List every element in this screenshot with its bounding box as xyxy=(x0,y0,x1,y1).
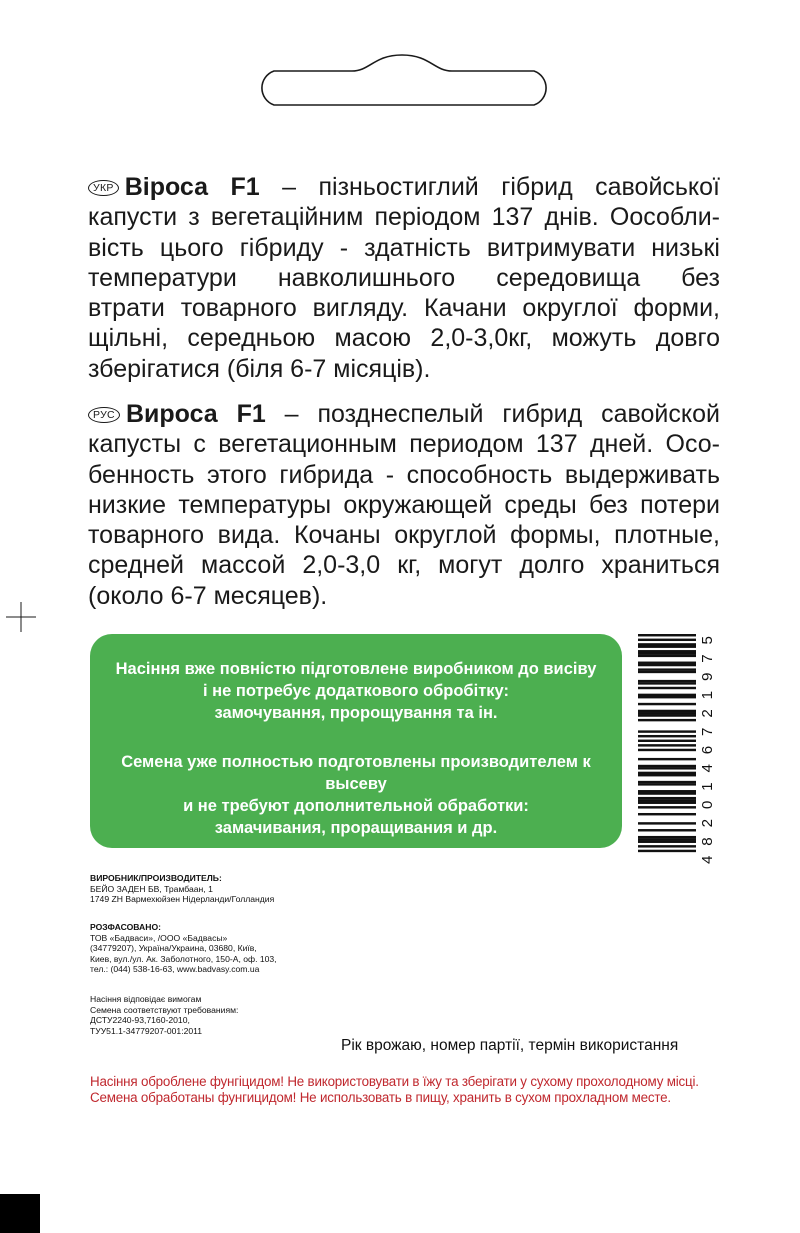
notice-ukrainian: Насіння вже повністю підготовлене виробником до висіву і не потребує додаткового обробітку: замочування, пророщування та ін. xyxy=(115,660,597,722)
ru-line-1: РУС Вироса F1 – позднеспелый гибрид савойской xyxy=(88,399,720,429)
barcode-bar xyxy=(638,772,696,774)
ru-line-6: средней массой 2,0-3,0 кг, могут долго храниться xyxy=(88,551,720,580)
barcode-bar xyxy=(638,735,696,737)
barcode-bar xyxy=(638,774,696,776)
barcode-bar xyxy=(638,671,696,673)
description-russian xyxy=(88,399,720,611)
ru-line-5: товарного вида. Кочаны округлой формы, плотные, xyxy=(88,521,720,550)
barcode-bar xyxy=(638,650,696,652)
uk-line-1: УКР Віроса F1 – пізньостиглий гібрид савойської xyxy=(88,172,720,202)
uk-line-2: капусти з вегетаційним періодом 137 днів. Оособли- xyxy=(88,203,720,232)
variety-name-uk: Віроса F1 xyxy=(124,173,260,201)
ru-line-4: низкие температуры окружающей среды без потери xyxy=(88,490,720,519)
barcode-bar xyxy=(638,781,696,783)
barcode-bar xyxy=(638,792,696,794)
barcode-bar xyxy=(638,850,696,852)
uk-language-badge: УКР xyxy=(88,180,119,196)
registration-mark xyxy=(0,1194,40,1233)
barcode-bar xyxy=(638,799,696,801)
barcode-bar xyxy=(638,744,696,746)
barcode-bar xyxy=(638,696,696,698)
barcode-bar xyxy=(638,662,696,664)
barcode-bars xyxy=(638,634,696,852)
barcode-bar xyxy=(638,668,696,670)
uk-line-5: втрати товарного вигляду. Качани округлої форми, xyxy=(88,294,720,323)
barcode-bar xyxy=(638,655,696,657)
warning-ukrainian: Насіння оброблене фунгіцидом! Не використовувати в їжу та зберігати у сухому прохолодному місці. xyxy=(90,1074,699,1089)
uk-line-6: щільні, середньою масою 2,0-3,0кг, можуть довго xyxy=(88,324,720,353)
barcode-bar xyxy=(638,682,696,684)
barcode-bar xyxy=(638,822,696,824)
warning-russian: Семена обработаны фунгицидом! Не использовать в пищу, хранить в сухом прохладном месте. xyxy=(90,1090,671,1105)
barcode-bar xyxy=(638,841,696,843)
barcode-bar xyxy=(638,806,696,808)
barcode-bar xyxy=(638,783,696,785)
barcode-bar xyxy=(638,790,696,792)
barcode-bar xyxy=(638,645,696,647)
barcode-bar xyxy=(638,829,696,831)
barcode-bar xyxy=(638,652,696,654)
fungicide-warning xyxy=(90,1074,699,1106)
uk-line-4: температури навколишнього середовища без xyxy=(88,263,720,292)
barcode-bar xyxy=(638,687,696,689)
description-ukrainian xyxy=(88,172,720,384)
barcode-bar xyxy=(638,740,696,742)
barcode-bar xyxy=(638,634,696,636)
barcode-bar xyxy=(638,797,696,799)
seed-treatment-notice xyxy=(90,634,622,848)
manufacturer-label: ВИРОБНИК/ПРОИЗВОДИТЕЛЬ: xyxy=(90,873,222,883)
barcode-bar xyxy=(638,765,696,767)
ru-line-2: капусты с вегетационным периодом 137 дней. Осо- xyxy=(88,430,720,459)
barcode-bar xyxy=(638,639,696,641)
barcode-bar xyxy=(638,714,696,716)
uk-line-7: зберігатися (біля 6-7 місяців). xyxy=(88,354,431,383)
ru-line-7: (около 6-7 месяцев). xyxy=(88,581,328,610)
distributor-info: РОЗФАСОВАНО: ТОВ «Бадваси», /ООО «Бадвасы» (34779207), Україна/Украина, 03680, Київ, Киев, вул./ул. Ак. Заболотного, 150-А, оф. 103, тел.: (044) 538-16-63, www.badvasy.com.ua xyxy=(90,922,277,975)
barcode-bar xyxy=(638,680,696,682)
batch-info: Рік врожаю, номер партії, термін використання xyxy=(341,1037,679,1054)
barcode-bar xyxy=(638,838,696,840)
barcode-bar xyxy=(638,749,696,751)
barcode-bar xyxy=(638,712,696,714)
barcode-bar xyxy=(638,719,696,721)
hanger-hole-outline xyxy=(252,52,556,108)
barcode-bar xyxy=(638,694,696,696)
barcode-bar xyxy=(638,813,696,815)
barcode-bar xyxy=(638,710,696,712)
barcode-bar xyxy=(638,845,696,847)
standards-info: Насіння відповідає вимогам Семена соответствуют требованиям: ДСТУ2240-93,7160-2010, ТУУ51.1-34779207-001:2011 xyxy=(90,994,239,1036)
barcode-bar xyxy=(638,836,696,838)
uk-line-3: вість цього гібриду - здатність витримувати низькі xyxy=(88,233,720,262)
variety-name-ru: Вироса F1 xyxy=(125,400,266,428)
barcode-bar xyxy=(638,730,696,732)
notice-russian: Семена уже полностью подготовлены производителем к высеву и не требуют дополнительной обработки: замачивания, проращивания и др. xyxy=(121,753,591,837)
barcode-bar xyxy=(638,664,696,666)
barcode-bar xyxy=(638,758,696,760)
ean13-barcode xyxy=(636,632,716,868)
manufacturer-info: ВИРОБНИК/ПРОИЗВОДИТЕЛЬ: БЕЙО ЗАДЕН БВ, Трамбаан, 1 1749 ZH Вармехюйзен Нідерланди/Голландия xyxy=(90,873,275,905)
crop-mark-icon xyxy=(6,602,36,632)
barcode-digits: 4820146721975 xyxy=(699,636,716,864)
ru-line-3: бенность этого гибрида - способность выдерживать xyxy=(88,460,720,489)
distributor-label: РОЗФАСОВАНО: xyxy=(90,922,161,932)
barcode-bar xyxy=(638,643,696,645)
barcode-bar xyxy=(638,767,696,769)
ru-language-badge: РУС xyxy=(88,407,120,423)
barcode-bar xyxy=(638,802,696,804)
barcode-bar xyxy=(638,703,696,705)
